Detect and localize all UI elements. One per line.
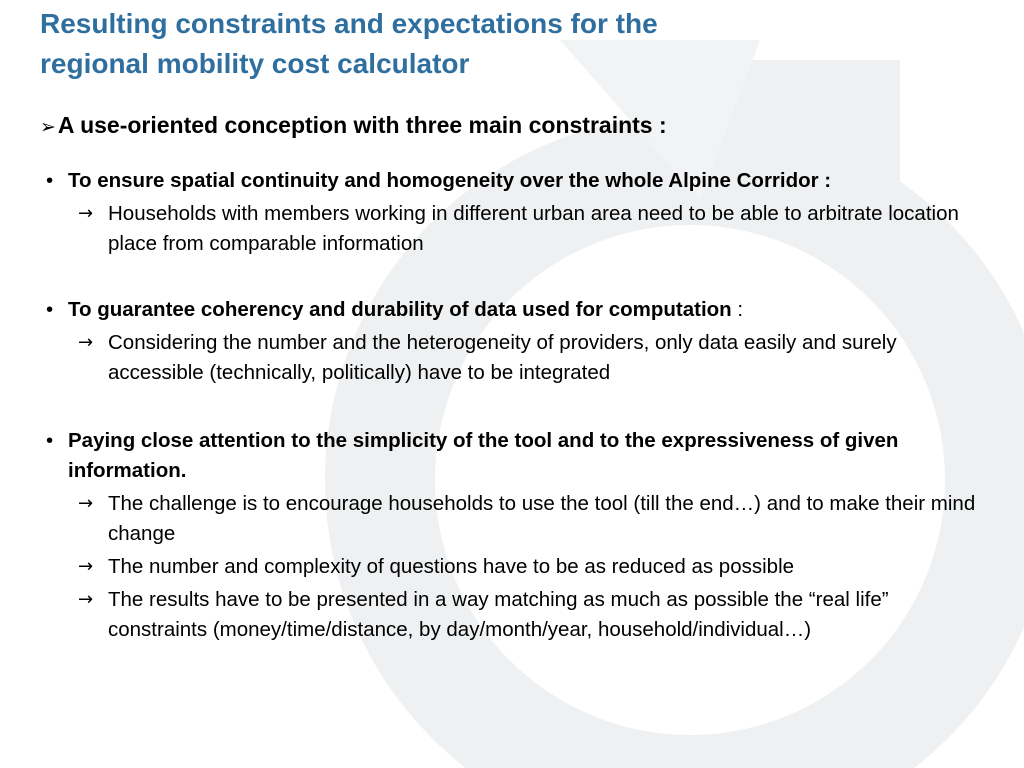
bullet-lead: Paying close attention to the simplicity of the tool and to the expressiveness of given information.	[68, 429, 899, 482]
right-arrow-icon: →	[78, 332, 94, 353]
bullet-lead: To guarantee coherency and durability of data used for computation	[68, 298, 732, 321]
sub-item	[46, 585, 986, 645]
right-arrow-icon: →	[78, 493, 94, 514]
subheading	[40, 110, 667, 142]
sub-item	[46, 328, 986, 388]
subheading-text: A use-oriented conception with three main constraints :	[57, 112, 667, 138]
sub-item	[46, 199, 986, 259]
bullet-item-1	[46, 166, 986, 196]
right-arrow-icon: →	[78, 203, 94, 224]
bullet-item-2	[46, 295, 986, 325]
slide-title-line-2: regional mobility cost calculator	[40, 48, 470, 79]
right-arrow-icon: →	[78, 589, 94, 610]
bullet-dot-icon: •	[46, 169, 54, 192]
content-body	[46, 166, 986, 645]
sub-item-text: The challenge is to encourage households to use the tool (till the end…) and to make their mind change	[108, 492, 976, 545]
bullet-dot-icon: •	[46, 429, 54, 452]
slide-title-line-1: Resulting constraints and expectations for the	[40, 8, 658, 39]
right-arrow-icon: →	[78, 556, 94, 577]
sub-item	[46, 489, 986, 549]
bullet-rest: :	[731, 298, 744, 321]
bullet-item-3	[46, 426, 986, 486]
bullet-dot-icon: •	[46, 298, 54, 321]
sub-item-text: The results have to be presented in a way matching as much as possible the “real life” constraints (money/time/distance, by day/month/year, household/individual…)	[108, 588, 889, 641]
slide-title	[40, 4, 658, 84]
sub-item	[46, 552, 986, 582]
arrowhead-bullet-icon: ➢	[40, 116, 56, 138]
sub-item-text: Considering the number and the heterogeneity of providers, only data easily and surely accessible (technically, politically) have to be integrated	[108, 331, 897, 384]
sub-item-text: The number and complexity of questions have to be as reduced as possible	[108, 555, 795, 578]
sub-item-text: Households with members working in different urban area need to be able to arbitrate location place from comparable information	[108, 202, 959, 255]
bullet-lead: To ensure spatial continuity and homogeneity over the whole Alpine Corridor :	[68, 169, 832, 192]
